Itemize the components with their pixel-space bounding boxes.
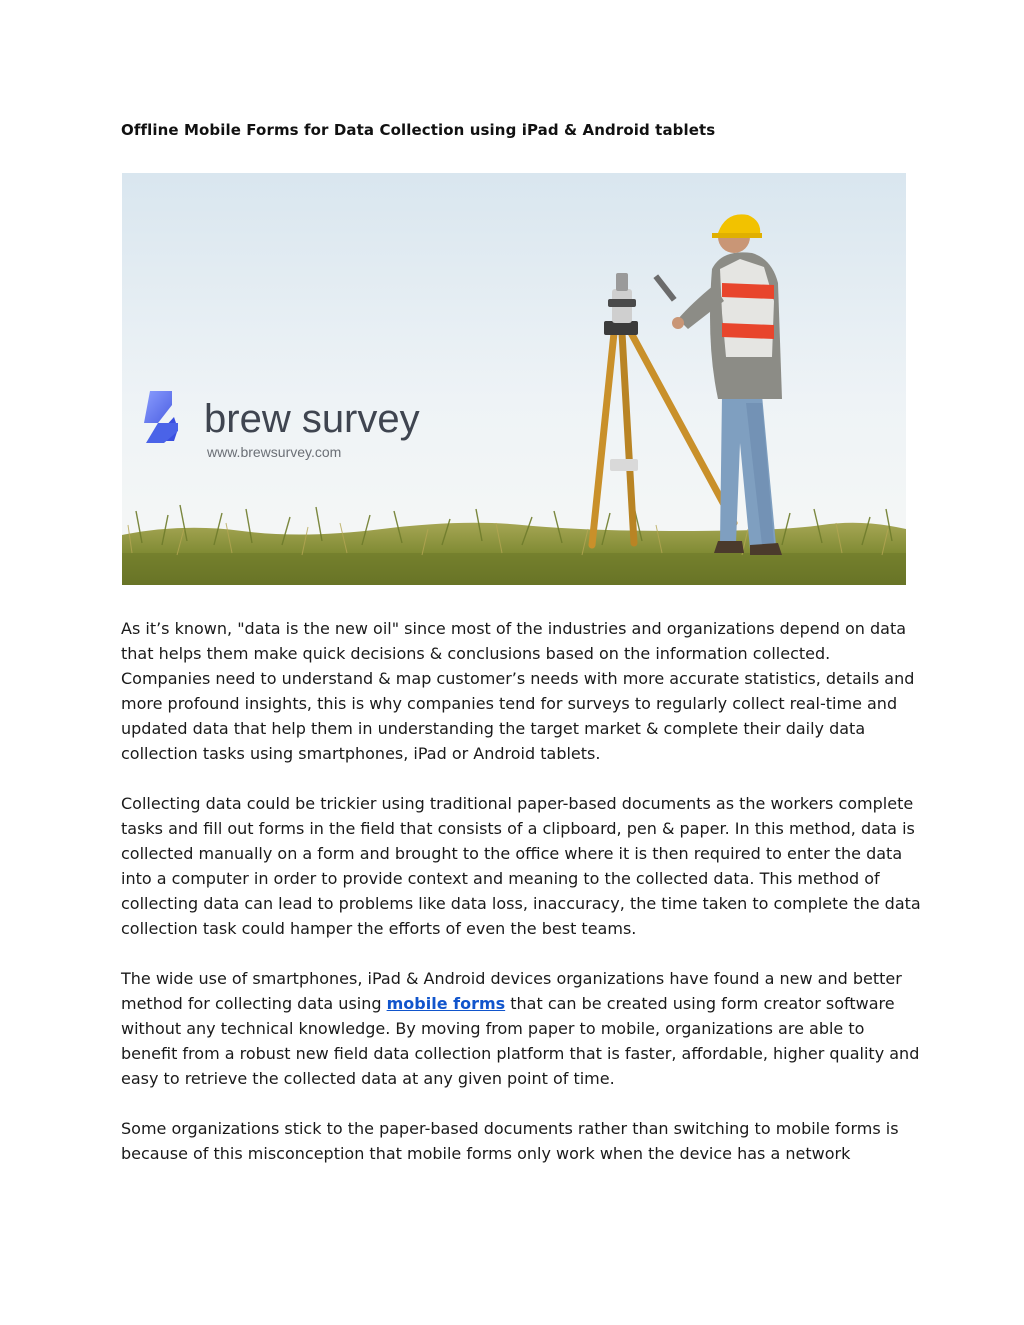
paragraph: Collecting data could be trickier using traditional paper-based documents as the workers complete tasks and fill out forms in the field that consists of a clipboard, pen & paper. In this method, data is collected manually on a form and brought to the office where it is then required to enter the data into a computer in order to provide context and meaning to the collected data. This method of collecting data can lead to problems like data loss, inaccuracy, the time taken to complete the data collection task could hamper the efforts of even the best teams. <box>121 794 921 938</box>
brand-url: www.brewsurvey.com <box>207 444 342 460</box>
hero-image <box>122 173 906 585</box>
paragraph-text: that can be created using form creator software without any technical knowledge. By moving from paper to mobile, organizations are able to benefit from a robust new field data collection platform that is faster, affordable, higher quality and easy to retrieve the collected data at any given point of time. <box>121 994 920 1088</box>
article-body <box>121 616 921 1191</box>
paragraph: As it’s known, "data is the new oil" since most of the industries and organizations depend on data that helps them make quick decisions & conclusions based on the information collected. Companies need to understand & map customer’s needs with more accurate statistics, details and more profound insights, this is why companies tend for surveys to regularly collect real-time and updated data that help them in understanding the target market & complete their daily data collection tasks using smartphones, iPad or Android tablets. <box>121 619 915 763</box>
mobile-forms-link[interactable]: mobile forms <box>386 994 506 1013</box>
paragraph: Some organizations stick to the paper-based documents rather than switching to mobile forms is because of this misconception that mobile forms only work when the device has a network <box>121 1119 899 1163</box>
page-title: Offline Mobile Forms for Data Collection using iPad & Android tablets <box>121 121 716 139</box>
paragraph <box>121 966 921 1091</box>
brand-name: brew survey <box>204 397 420 441</box>
paragraph-text: The wide use of smartphones, iPad & Android devices organizations have found a new and better method for collecting data using <box>121 969 902 1013</box>
sky <box>122 173 906 585</box>
